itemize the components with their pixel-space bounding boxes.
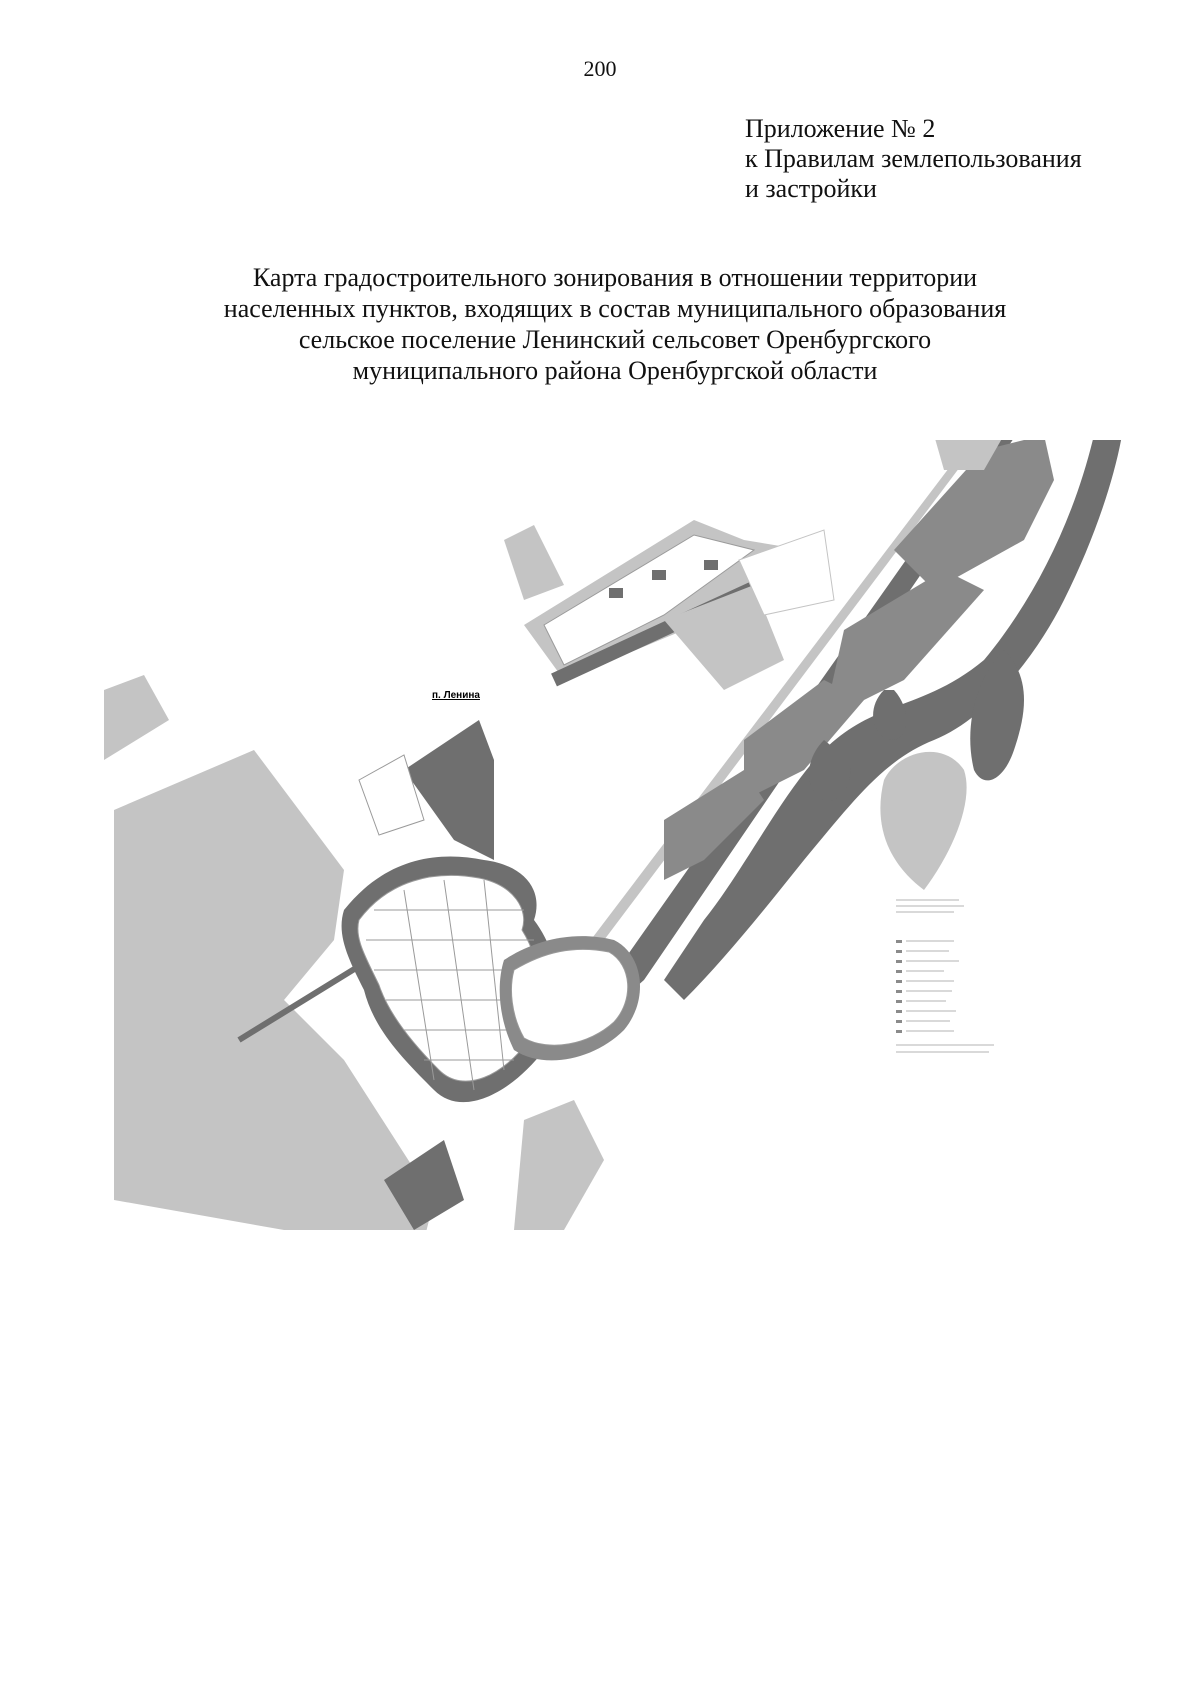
page-number: 200 [583,56,617,81]
appendix-heading [745,114,1082,204]
zoning-map [104,440,1122,1230]
map-dark-wedge [404,720,494,860]
document-title [0,262,1200,386]
map-legend [894,895,994,1055]
zoning-map-svg [104,440,1122,1230]
appendix-line-3: и застройки [745,174,877,203]
settlement-label: п. Ленина [432,690,480,701]
title-line-3: сельское поселение Ленинский сельсовет Оренбургского [298,325,932,354]
map-field-small [104,675,169,760]
title-line-1: Карта градостроительного зонирования в отношении территории [252,263,978,292]
appendix-line-2: к Правилам землепользования [745,144,1082,173]
title-line-4: муниципального района Оренбургской области [352,356,878,385]
title-line-2: населенных пунктов, входящих в состав муниципального образования [223,294,1007,323]
appendix-line-1: Приложение № 2 [745,114,936,143]
